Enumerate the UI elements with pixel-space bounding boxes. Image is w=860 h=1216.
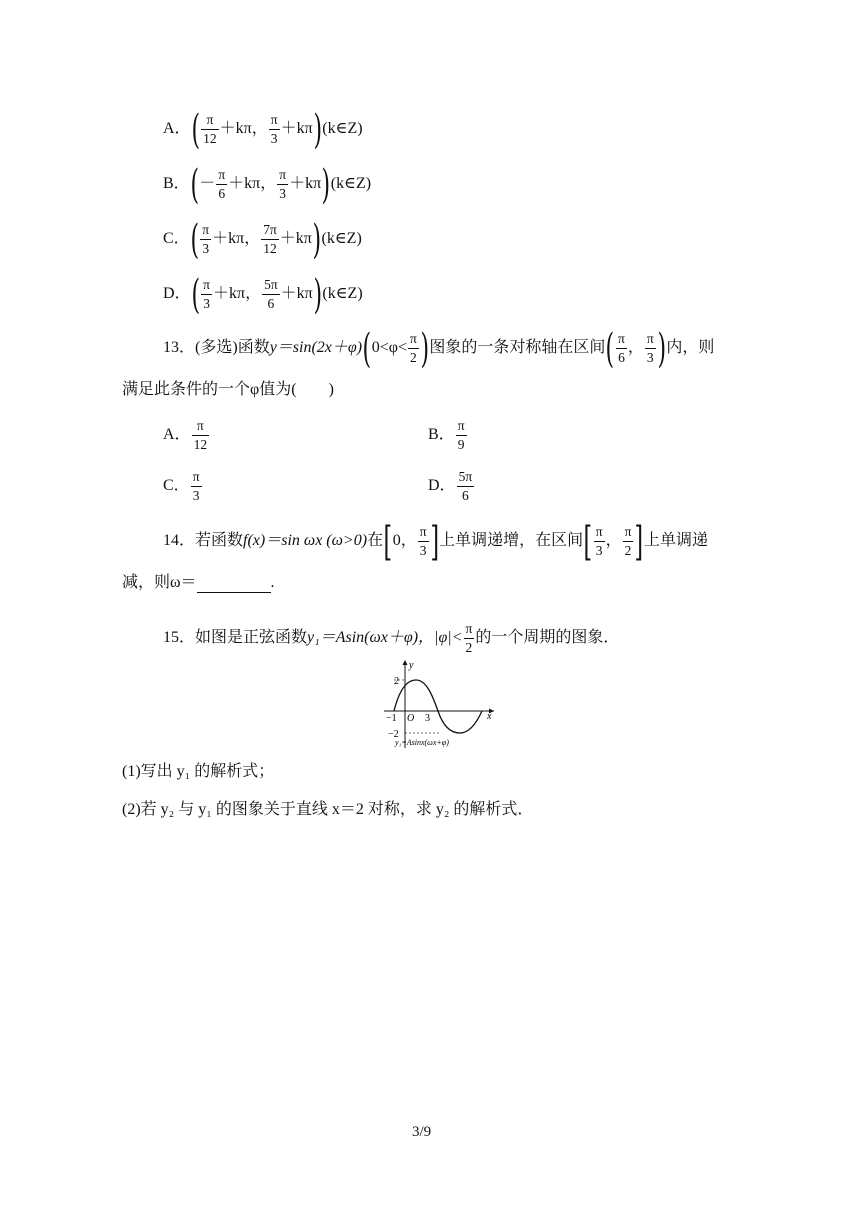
q14-stem-line2 bbox=[122, 573, 275, 593]
right-paren: ) bbox=[313, 106, 322, 153]
fraction: $\frac{\pi}{12}$ bbox=[203, 112, 217, 146]
k-condition: (k∈Z) bbox=[322, 285, 363, 303]
stem-text: 在 bbox=[367, 532, 384, 550]
q12-option-c bbox=[163, 216, 362, 263]
left-paren: ( bbox=[191, 106, 200, 153]
fraction: $\frac{5\pi}{6}$ bbox=[458, 469, 473, 503]
left-bracket: [ bbox=[383, 518, 393, 565]
term: ＋kπ bbox=[289, 175, 322, 193]
term: ＋kπ bbox=[280, 285, 313, 303]
option-label: B． bbox=[163, 175, 190, 193]
sine-curve bbox=[394, 680, 482, 733]
page-number: 3/9 bbox=[412, 1124, 432, 1140]
q12-option-d bbox=[163, 271, 363, 318]
right-paren: ) bbox=[657, 325, 666, 372]
option-label: B． bbox=[428, 426, 455, 444]
separator: ， bbox=[605, 532, 622, 550]
y-axis-label: y bbox=[409, 660, 414, 671]
q13-stem-line1 bbox=[163, 325, 715, 372]
q15-subquestion-2: (2)若 y₂ 与 y₁ 的图象关于直线 x＝2 对称，求 y₂ 的解析式． bbox=[122, 801, 534, 818]
right-paren: ) bbox=[313, 271, 322, 318]
fraction: $\frac{\pi}{2}$ bbox=[624, 524, 632, 558]
question-number: 13． bbox=[163, 339, 196, 357]
q14-stem-line1 bbox=[163, 518, 709, 565]
q15-subquestion-1: (1)写出 y₁ 的解析式； bbox=[122, 763, 275, 780]
sine-graph-figure bbox=[370, 656, 506, 750]
fraction: $\frac{\pi}{3}$ bbox=[279, 167, 287, 201]
right-paren: ) bbox=[420, 325, 429, 372]
answer-blank[interactable] bbox=[197, 576, 271, 593]
stem-text: 上单调递增，在区间 bbox=[439, 532, 584, 550]
origin-label: O bbox=[407, 713, 415, 724]
stem-text: 如图是正弦函数 bbox=[195, 629, 308, 647]
stem-text: . bbox=[270, 574, 275, 591]
fraction: $\frac{\pi}{6}$ bbox=[618, 331, 625, 365]
function-expr: f(x)＝sin ωx (ω>0) bbox=[243, 532, 368, 550]
multi-select-tag: (多选) bbox=[195, 339, 238, 357]
function-expr: y₁＝Asin(ωx＋φ)，|φ|< bbox=[307, 629, 463, 647]
k-condition: (k∈Z) bbox=[321, 230, 362, 248]
fraction: $\frac{5\pi}{6}$ bbox=[264, 277, 278, 311]
q15-stem bbox=[163, 620, 619, 657]
q13-option-b bbox=[428, 417, 468, 454]
sine-graph bbox=[370, 656, 506, 750]
left-paren: ( bbox=[362, 325, 372, 372]
fraction: $\frac{\pi}{3}$ bbox=[192, 469, 200, 503]
term: ＋kπ bbox=[279, 230, 312, 248]
separator: ， bbox=[627, 339, 644, 357]
fraction: $\frac{\pi}{3}$ bbox=[595, 524, 603, 558]
fraction: $\frac{\pi}{3}$ bbox=[646, 331, 654, 365]
term: ＋kπ， bbox=[219, 120, 268, 138]
left-bracket: [ bbox=[583, 518, 593, 565]
option-label: A． bbox=[163, 426, 191, 444]
stem-text: 内，则 bbox=[666, 339, 715, 357]
right-bracket: ] bbox=[430, 518, 439, 565]
option-label: C． bbox=[163, 230, 190, 248]
stem-text: 减，则ω＝ bbox=[122, 574, 197, 591]
q12-option-b bbox=[163, 161, 372, 208]
stem-text: 的一个周期的图象． bbox=[475, 629, 620, 647]
left-paren: ( bbox=[191, 271, 200, 318]
stem-text: 函数 bbox=[237, 339, 270, 357]
term: ＋kπ， bbox=[213, 285, 262, 303]
fraction: $\frac{7\pi}{12}$ bbox=[263, 222, 277, 256]
tick-label-neg2: −2 bbox=[388, 729, 399, 740]
option-label: A． bbox=[163, 120, 191, 138]
minus: － bbox=[199, 175, 216, 193]
k-condition: (k∈Z) bbox=[322, 120, 363, 138]
right-bracket: ] bbox=[634, 518, 644, 565]
fraction: $\frac{\pi}{3}$ bbox=[419, 524, 427, 558]
fraction: $\frac{\pi}{2}$ bbox=[465, 621, 473, 655]
question-number: 14． bbox=[163, 532, 196, 550]
right-paren: ) bbox=[321, 161, 331, 208]
function-expr: y＝sin(2x＋φ) bbox=[269, 339, 363, 357]
q13-stem-line2: 满足此条件的一个φ值为( ) bbox=[122, 381, 334, 398]
term: ＋kπ bbox=[280, 120, 313, 138]
fraction: $\frac{\pi}{12}$ bbox=[193, 418, 208, 452]
fraction: $\frac{\pi}{6}$ bbox=[218, 167, 226, 201]
tick-label-neg1: −1 bbox=[386, 713, 397, 724]
y-axis-arrow bbox=[403, 660, 408, 665]
stem-text: 若函数 bbox=[195, 532, 244, 550]
tick-label-3: 3 bbox=[425, 713, 430, 724]
term: ＋kπ， bbox=[228, 175, 277, 193]
phi-condition: 0<φ< bbox=[371, 339, 407, 357]
k-condition: (k∈Z) bbox=[330, 175, 372, 193]
q12-option-a bbox=[163, 106, 363, 153]
option-label: C． bbox=[163, 477, 190, 495]
fraction: $\frac{\pi}{2}$ bbox=[409, 331, 417, 365]
left-paren: ( bbox=[190, 161, 199, 208]
fraction: $\frac{\pi}{3}$ bbox=[202, 222, 210, 256]
term: ＋kπ， bbox=[212, 230, 261, 248]
tick-label-2: 2 bbox=[394, 676, 399, 687]
figure-caption: y₁=Asinx(ωx+φ) bbox=[395, 738, 449, 747]
left-paren: ( bbox=[190, 216, 199, 263]
q13-option-d bbox=[428, 468, 475, 505]
fraction: $\frac{\pi}{3}$ bbox=[203, 277, 210, 311]
right-paren: ) bbox=[312, 216, 321, 263]
fraction: $\frac{\pi}{9}$ bbox=[457, 418, 465, 452]
x-axis-label: x bbox=[487, 711, 492, 722]
option-label: D． bbox=[163, 285, 191, 303]
stem-text: 上单调递 bbox=[644, 532, 709, 550]
question-number: 15． bbox=[163, 629, 196, 647]
option-label: D． bbox=[428, 477, 456, 495]
stem-text: 图象的一条对称轴在区间 bbox=[429, 339, 606, 357]
fraction: $\frac{\pi}{3}$ bbox=[270, 112, 278, 146]
q13-option-a bbox=[163, 417, 210, 454]
left-paren: ( bbox=[605, 325, 615, 372]
q13-option-c bbox=[163, 468, 203, 505]
interval-start: 0， bbox=[392, 532, 417, 550]
